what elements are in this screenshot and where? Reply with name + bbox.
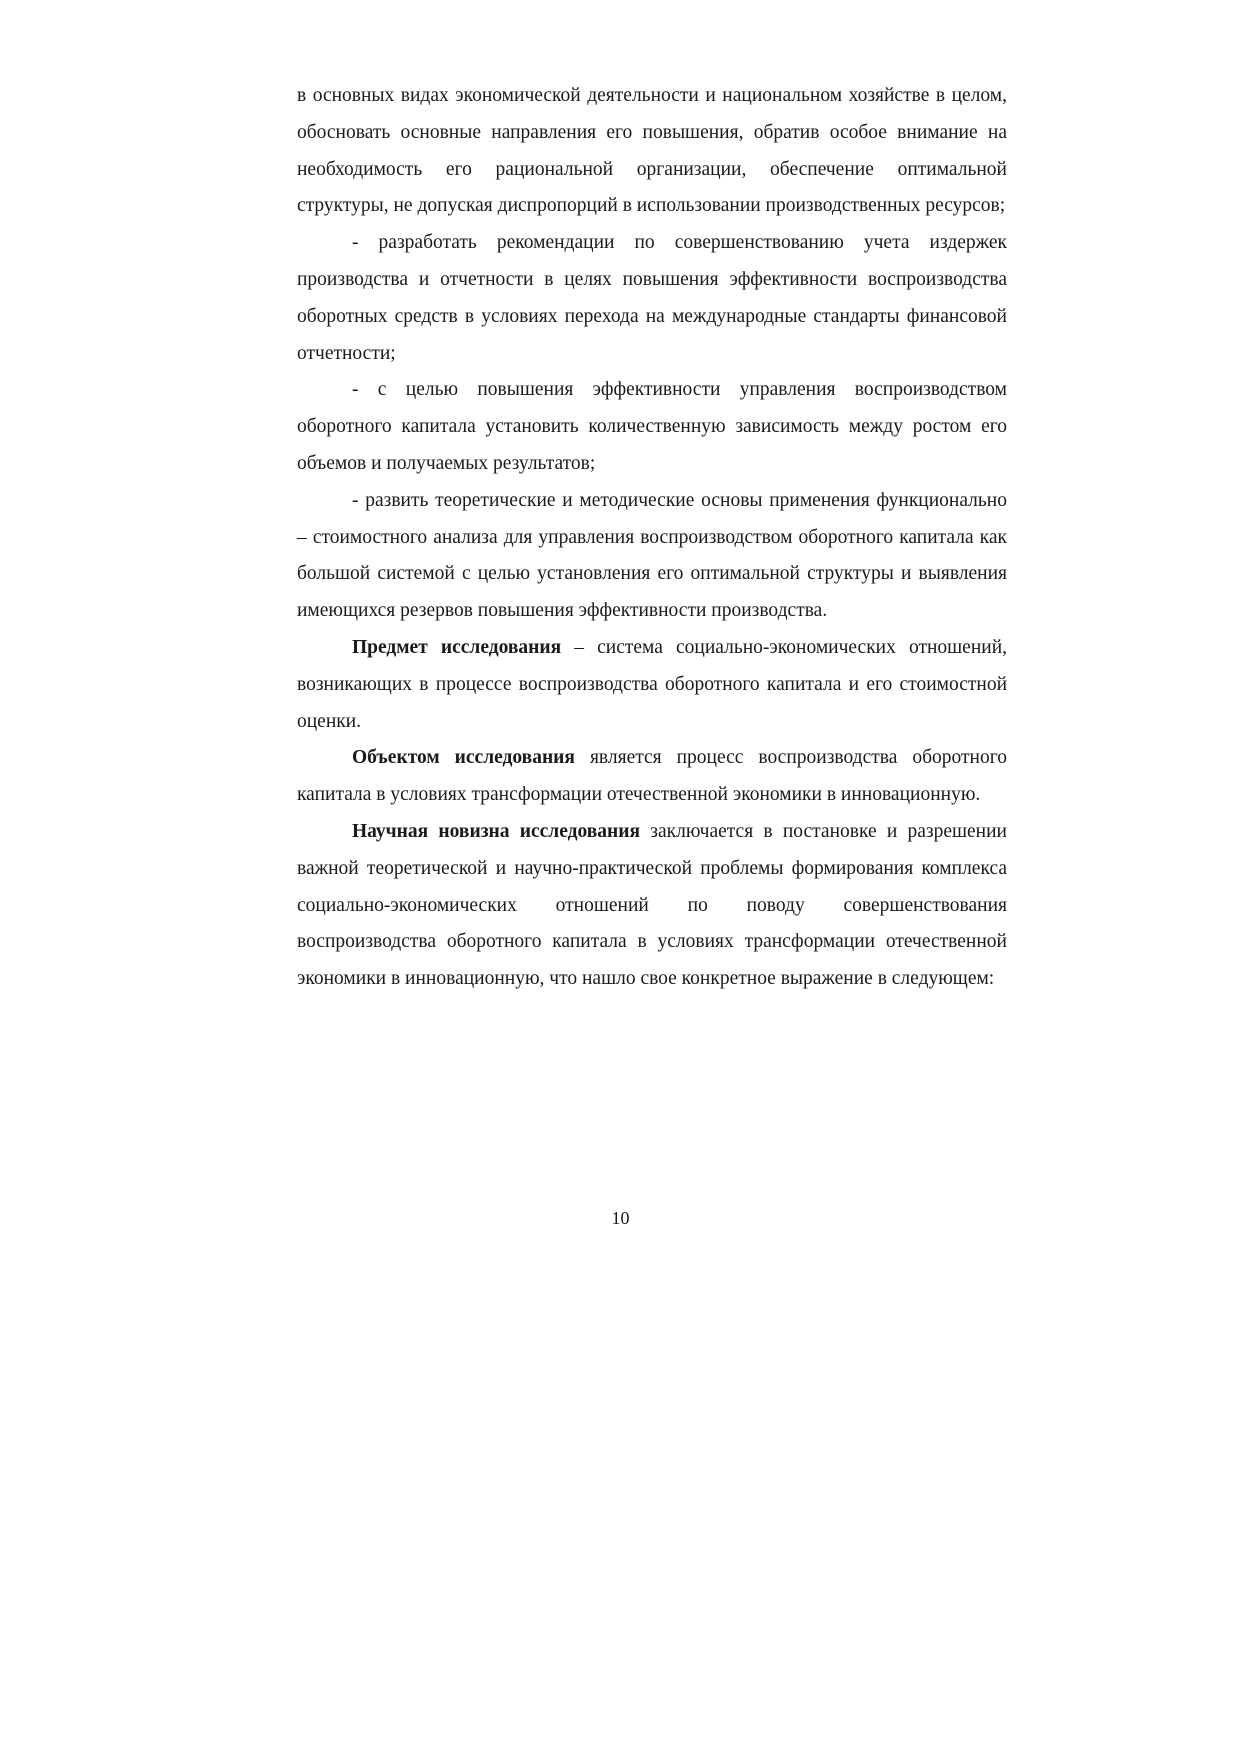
page-number: 10 [611,1208,630,1228]
list-item-functional-cost-analysis: - развить теоретические и методические основы применения функционально – стоимостного анализа для управления воспроизводством оборотного капитала как большой системой с целью установления его оптимальной структуры и выявления имеющихся резервов повышения эффективности производства. [297,489,1007,622]
research-subject-text: – система социально-экономических отношений, возникающих в процессе воспроизводства оборотного капитала и его стоимостной оценки. [297,636,1007,732]
list-item-accounting-recommendations: - разработать рекомендации по совершенствованию учета издержек производства и отчетности в целях повышения эффективности воспроизводства оборотных средств в условиях перехода на международные стандарты финансовой отчетности; [297,232,1007,364]
scientific-novelty-text: заключается в постановке и разрешении важной теоретической и научно-практической проблемы формирования комплекса социально-экономических отношений по поводу совершенствования воспроизводства оборотного капитала в условиях трансформации отечественной экономики в инновационную, что нашло свое конкретное выражение в следующем: [297,820,1007,990]
paragraph-scientific-novelty [297,814,1007,998]
paragraph-continuation: в основных видах экономической деятельности и национальном хозяйстве в целом, обосновать основные направления его повышения, обратив особое внимание на необходимость его рациональной организации, обеспечение оптимальной структуры, не допуская диспропорций в использовании производственных ресурсов; [297,85,1007,217]
page-body [297,78,1007,998]
research-object-heading: Объектом исследования [352,747,575,769]
paragraph-research-object [297,740,1007,814]
research-subject-heading: Предмет исследования [352,636,562,658]
scientific-novelty-heading: Научная новизна исследования [352,820,641,842]
paragraph-research-subject [297,630,1007,740]
list-item-capital-dependency: - с целью повышения эффективности управления воспроизводством оборотного капитала установить количественную зависимость между ростом его объемов и получаемых результатов; [297,379,1007,474]
research-object-text: является процесс воспроизводства оборотного капитала в условиях трансформации отечественной экономики в инновационную. [297,747,1007,806]
